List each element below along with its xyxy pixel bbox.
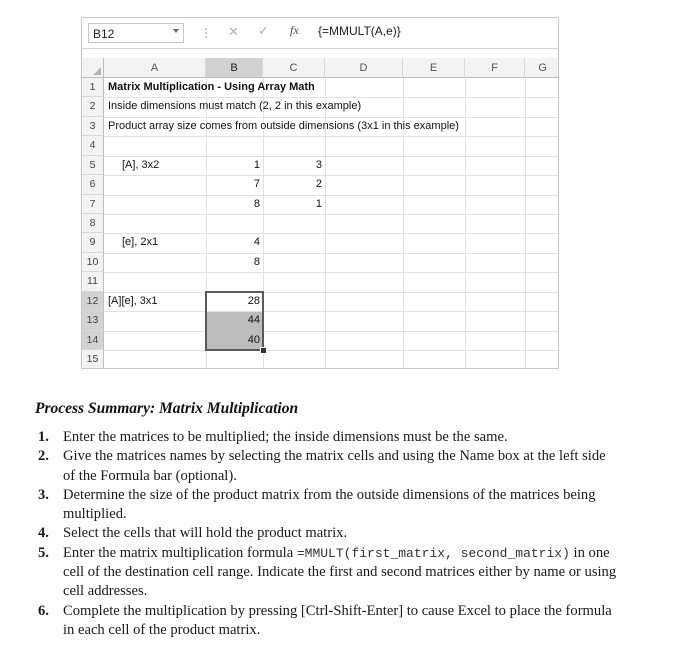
column-header-b[interactable]: B <box>206 58 263 78</box>
row-header-12[interactable]: 12 <box>82 292 104 311</box>
gridline <box>525 78 526 369</box>
cell-b7[interactable]: 8 <box>253 198 260 210</box>
cell-b13[interactable]: 44 <box>247 314 260 326</box>
row-header-6[interactable]: 6 <box>82 175 104 195</box>
column-header-a[interactable]: A <box>104 58 206 78</box>
step-text: Enter the matrices to be multiplied; the inside dimensions must be the same. <box>63 429 508 445</box>
column-header-c[interactable]: C <box>263 58 325 78</box>
cell-b14[interactable]: 40 <box>247 334 260 346</box>
step-text: Determine the size of the product matrix from the outside dimensions of the matrices being multiplied. <box>63 486 596 523</box>
gridline <box>104 311 559 312</box>
chevron-down-icon[interactable] <box>173 29 179 33</box>
selection-border <box>205 291 264 351</box>
gridline <box>104 136 559 137</box>
row-header-7[interactable]: 7 <box>82 195 104 214</box>
fill-handle[interactable] <box>260 347 267 354</box>
more-options-icon: ⋮ <box>200 26 212 40</box>
cell-a3[interactable]: Product array size comes from outside dimensions (3x1 in this example) <box>108 120 459 132</box>
gridline <box>104 175 559 176</box>
gridline <box>104 331 559 332</box>
column-header-g[interactable]: G <box>525 58 559 78</box>
cancel-icon[interactable]: ✕ <box>228 24 239 39</box>
list-item <box>38 428 618 447</box>
cell-c6[interactable]: 2 <box>315 178 322 190</box>
cell-c5[interactable]: 3 <box>315 159 322 171</box>
cell-a1[interactable]: Matrix Multiplication - Using Array Math <box>108 81 315 93</box>
column-header-f[interactable]: F <box>465 58 525 78</box>
step-text: Select the cells that will hold the product matrix. <box>63 525 348 542</box>
row-header-8[interactable]: 8 <box>82 214 104 233</box>
gridline <box>104 233 559 234</box>
row-header-10[interactable]: 10 <box>82 253 104 272</box>
step-text: Give the matrices names by selecting the matrix cells and using the Name box at the left side of the Formula bar (optional). <box>63 448 606 484</box>
step-number: 1. <box>38 429 49 445</box>
gridline <box>104 195 559 196</box>
row-header-11[interactable]: 11 <box>82 272 104 292</box>
steps-list <box>38 428 618 640</box>
row-header-15[interactable]: 15 <box>82 350 104 369</box>
step-text: in one cell of the destination cell range. Indicate the first and second matrices either by name or using cell addresses. <box>63 544 617 600</box>
list-item <box>38 602 618 641</box>
cell-b12[interactable]: 28 <box>247 295 260 307</box>
cell-b6[interactable]: 7 <box>253 178 260 190</box>
step-text: Complete the multiplication by pressing [Ctrl-Shift-Enter] to cause Excel to place the formula in each cell of the product matrix. <box>63 602 612 638</box>
cell-b5[interactable]: 1 <box>253 159 260 171</box>
cell-a12[interactable]: [A][e], 3x1 <box>108 295 158 307</box>
list-item <box>38 544 618 602</box>
gridline <box>104 253 559 254</box>
cell-a9[interactable]: [e], 2x1 <box>122 236 159 248</box>
row-header-2[interactable]: 2 <box>82 97 104 117</box>
check-icon[interactable]: ✓ <box>258 23 269 38</box>
row-header-13[interactable]: 13 <box>82 311 104 331</box>
step-number: 2. <box>38 448 49 465</box>
row-header-3[interactable]: 3 <box>82 117 104 136</box>
step-number: 5. <box>38 544 49 561</box>
step-number: 4. <box>38 525 49 542</box>
gridline <box>104 292 559 293</box>
gridline <box>465 78 466 369</box>
column-header-e[interactable]: E <box>403 58 465 78</box>
cell-a5[interactable]: [A], 3x2 <box>122 159 160 171</box>
step-number: 6. <box>38 602 49 619</box>
gridline <box>104 350 559 351</box>
cell-b9[interactable]: 4 <box>253 236 260 248</box>
insert-function-icon[interactable]: fx <box>290 23 299 37</box>
formula-code: =MMULT(first_matrix, second_matrix) <box>296 545 570 561</box>
list-item <box>38 486 618 525</box>
list-item <box>38 524 618 543</box>
name-box[interactable]: B12 <box>88 23 184 43</box>
column-header-d[interactable]: D <box>325 58 403 78</box>
gridline <box>104 214 559 215</box>
row-header-9[interactable]: 9 <box>82 233 104 253</box>
select-all-corner[interactable] <box>82 58 104 78</box>
row-header-14[interactable]: 14 <box>82 331 104 350</box>
cell-c7[interactable]: 1 <box>315 198 322 210</box>
formula-bar <box>82 18 558 49</box>
row-header-5[interactable]: 5 <box>82 156 104 175</box>
summary-title: Process Summary: Matrix Multiplication <box>35 400 299 417</box>
step-text: Enter the matrix multiplication formula <box>63 544 297 561</box>
spreadsheet-screenshot <box>81 17 559 369</box>
step-number: 3. <box>38 486 49 503</box>
row-header-1[interactable]: 1 <box>82 78 104 97</box>
row-header-4[interactable]: 4 <box>82 136 104 156</box>
cell-b10[interactable]: 8 <box>253 256 260 268</box>
gridline <box>104 272 559 273</box>
list-item <box>38 447 618 486</box>
cell-a2[interactable]: Inside dimensions must match (2, 2 in this example) <box>108 100 362 112</box>
select-all-icon <box>93 67 101 75</box>
gridline <box>104 156 559 157</box>
formula-input[interactable]: {=MMULT(A,e)} <box>318 24 401 38</box>
